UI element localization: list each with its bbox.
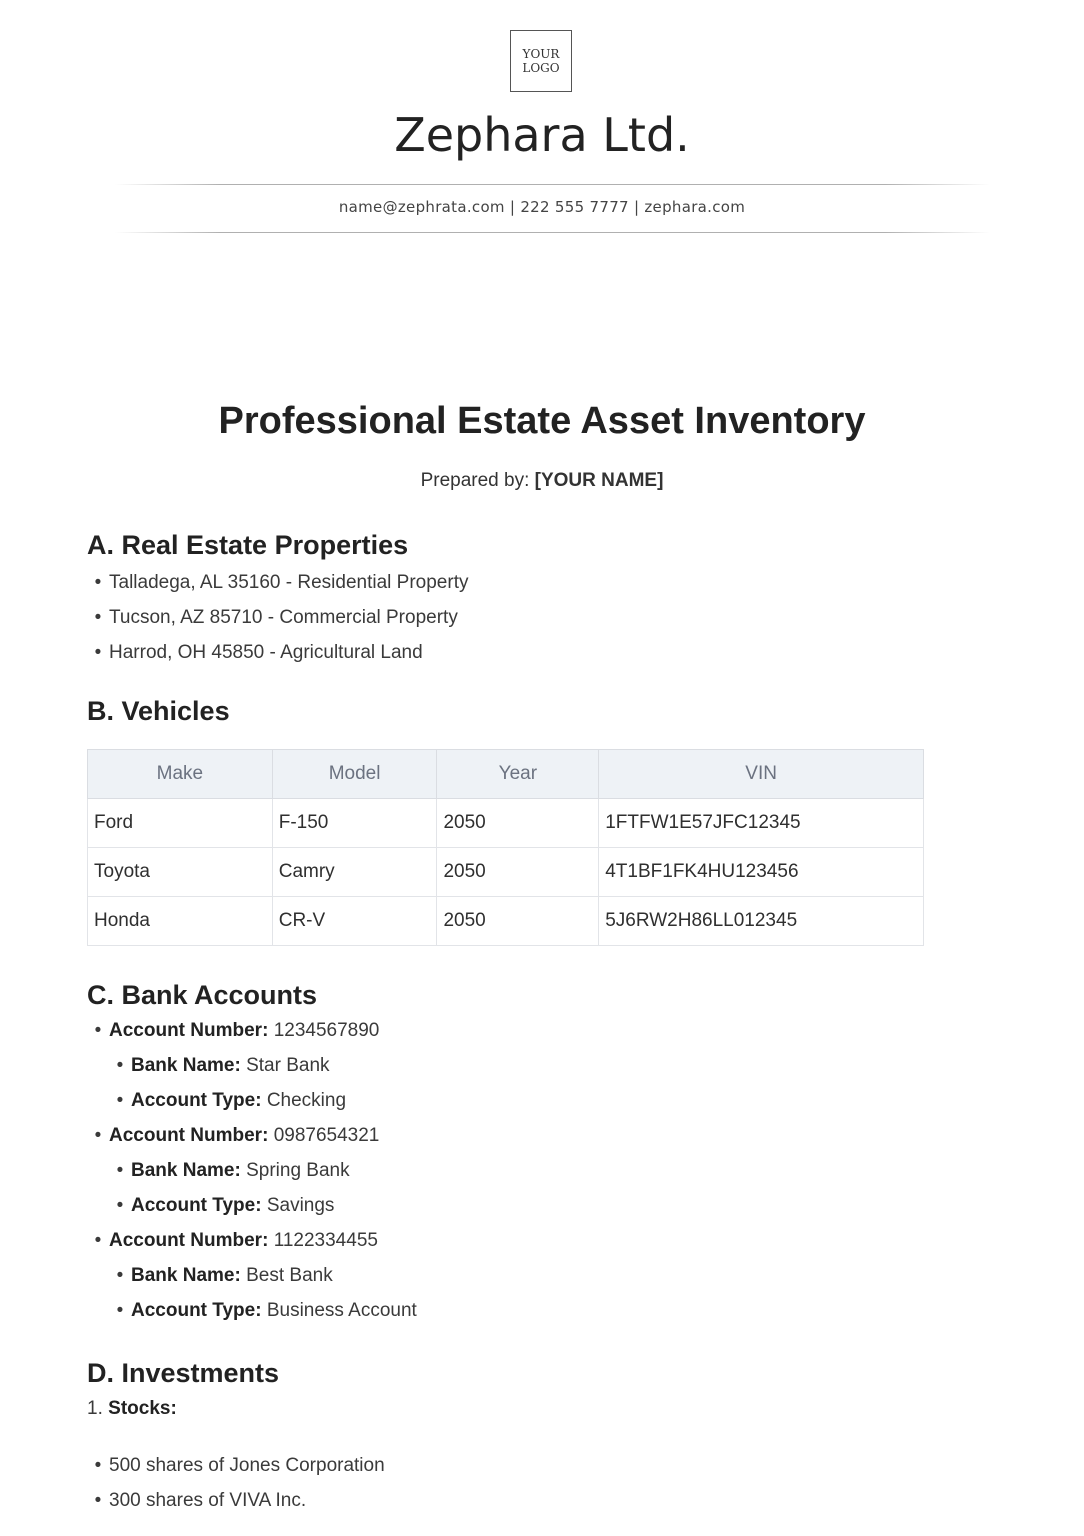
section-heading: C. Bank Accounts — [87, 980, 318, 1010]
bullet-icon: • — [94, 1020, 102, 1041]
real-estate-list — [87, 565, 987, 670]
account-type-value: Savings — [266, 1195, 335, 1216]
bank-name-label: Bank Name: — [131, 1265, 241, 1286]
cell-year: 2050 — [437, 848, 599, 897]
column-header-make: Make — [88, 750, 273, 799]
bullet-icon: • — [116, 1160, 124, 1181]
table-row — [88, 897, 924, 946]
account-type-value: Business Account — [266, 1300, 417, 1321]
stocks-list — [87, 1448, 987, 1518]
bullet-icon: • — [116, 1090, 124, 1111]
logo-text-line2: LOGO — [522, 61, 560, 75]
column-header-model: Model — [272, 750, 437, 799]
list-item-text: 500 shares of Jones Corporation — [109, 1455, 385, 1476]
prepared-by-label: Prepared by: — [420, 470, 530, 491]
cell-vin: 4T1BF1FK4HU123456 — [599, 848, 924, 897]
account-type-value: Checking — [266, 1090, 347, 1111]
cell-model: F-150 — [272, 799, 437, 848]
bullet-icon: • — [116, 1300, 124, 1321]
section-heading: D. Investments — [87, 1358, 280, 1388]
account-type-item — [87, 1083, 987, 1118]
bank-name-item — [87, 1258, 987, 1293]
list-item-text: Talladega, AL 35160 - Residential Property — [109, 572, 469, 593]
cell-make: Toyota — [88, 848, 273, 897]
account-number-label: Account Number: — [109, 1230, 269, 1251]
bank-name-value: Star Bank — [246, 1055, 330, 1076]
list-item — [87, 600, 987, 635]
account-type-label: Account Type: — [131, 1195, 262, 1216]
header-divider-bottom — [115, 232, 990, 233]
account-number-item — [87, 1223, 987, 1258]
account-number-item — [87, 1013, 987, 1048]
list-item-text: Harrod, OH 45850 - Agricultural Land — [109, 642, 423, 663]
cell-make: Honda — [88, 897, 273, 946]
item-number: 1. — [87, 1398, 103, 1419]
list-item-text: Tucson, AZ 85710 - Commercial Property — [109, 607, 458, 628]
bullet-icon: • — [94, 1125, 102, 1146]
numbered-item-stocks — [87, 1391, 987, 1426]
bank-name-item — [87, 1153, 987, 1188]
cell-make: Ford — [88, 799, 273, 848]
header-divider-top — [115, 184, 990, 185]
prepared-by-value: [YOUR NAME] — [534, 470, 664, 491]
bank-name-item — [87, 1048, 987, 1083]
account-type-item — [87, 1293, 987, 1328]
table-row — [88, 848, 924, 897]
section-vehicles — [87, 696, 987, 946]
cell-vin: 5J6RW2H86LL012345 — [599, 897, 924, 946]
section-real-estate — [87, 530, 987, 670]
list-item — [87, 565, 987, 600]
bullet-icon: • — [94, 1455, 102, 1476]
table-row — [88, 799, 924, 848]
column-header-vin: VIN — [599, 750, 924, 799]
bank-name-label: Bank Name: — [131, 1055, 241, 1076]
list-item — [87, 1483, 987, 1518]
bank-name-value: Best Bank — [246, 1265, 333, 1286]
account-number-value: 0987654321 — [273, 1125, 380, 1146]
logo — [510, 30, 572, 92]
bank-accounts-list — [87, 1013, 987, 1328]
bullet-icon: • — [94, 572, 102, 593]
account-number-label: Account Number: — [109, 1020, 269, 1041]
bullet-icon: • — [94, 1230, 102, 1251]
column-header-year: Year — [437, 750, 599, 799]
bullet-icon: • — [116, 1055, 124, 1076]
section-heading: A. Real Estate Properties — [87, 530, 409, 560]
bullet-icon: • — [94, 607, 102, 628]
vehicles-table — [87, 749, 924, 946]
company-name: Zephara Ltd. — [394, 108, 690, 162]
list-item — [87, 635, 987, 670]
account-number-label: Account Number: — [109, 1125, 269, 1146]
section-heading: B. Vehicles — [87, 696, 230, 726]
section-investments — [87, 1358, 987, 1518]
account-number-value: 1234567890 — [273, 1020, 380, 1041]
cell-model: Camry — [272, 848, 437, 897]
bank-name-value: Spring Bank — [246, 1160, 350, 1181]
document-body — [87, 530, 987, 1518]
account-number-item — [87, 1118, 987, 1153]
bullet-icon: • — [94, 642, 102, 663]
list-item-text: 300 shares of VIVA Inc. — [109, 1490, 307, 1511]
cell-year: 2050 — [437, 799, 599, 848]
document-title: Professional Estate Asset Inventory — [218, 400, 866, 442]
account-type-label: Account Type: — [131, 1090, 262, 1111]
cell-vin: 1FTFW1E57JFC12345 — [599, 799, 924, 848]
bullet-icon: • — [94, 1490, 102, 1511]
contact-info: name@zephrata.com | 222 555 7777 | zephara.com — [338, 198, 746, 216]
account-number-value: 1122334455 — [273, 1230, 378, 1251]
account-type-item — [87, 1188, 987, 1223]
prepared-by — [0, 470, 1084, 492]
section-bank-accounts — [87, 980, 987, 1328]
table-header-row — [88, 750, 924, 799]
cell-model: CR-V — [272, 897, 437, 946]
logo-text-line1: YOUR — [522, 47, 560, 61]
bullet-icon: • — [116, 1265, 124, 1286]
list-item — [87, 1448, 987, 1483]
account-type-label: Account Type: — [131, 1300, 262, 1321]
bullet-icon: • — [116, 1195, 124, 1216]
cell-year: 2050 — [437, 897, 599, 946]
bank-name-label: Bank Name: — [131, 1160, 241, 1181]
item-label: Stocks: — [108, 1398, 177, 1419]
